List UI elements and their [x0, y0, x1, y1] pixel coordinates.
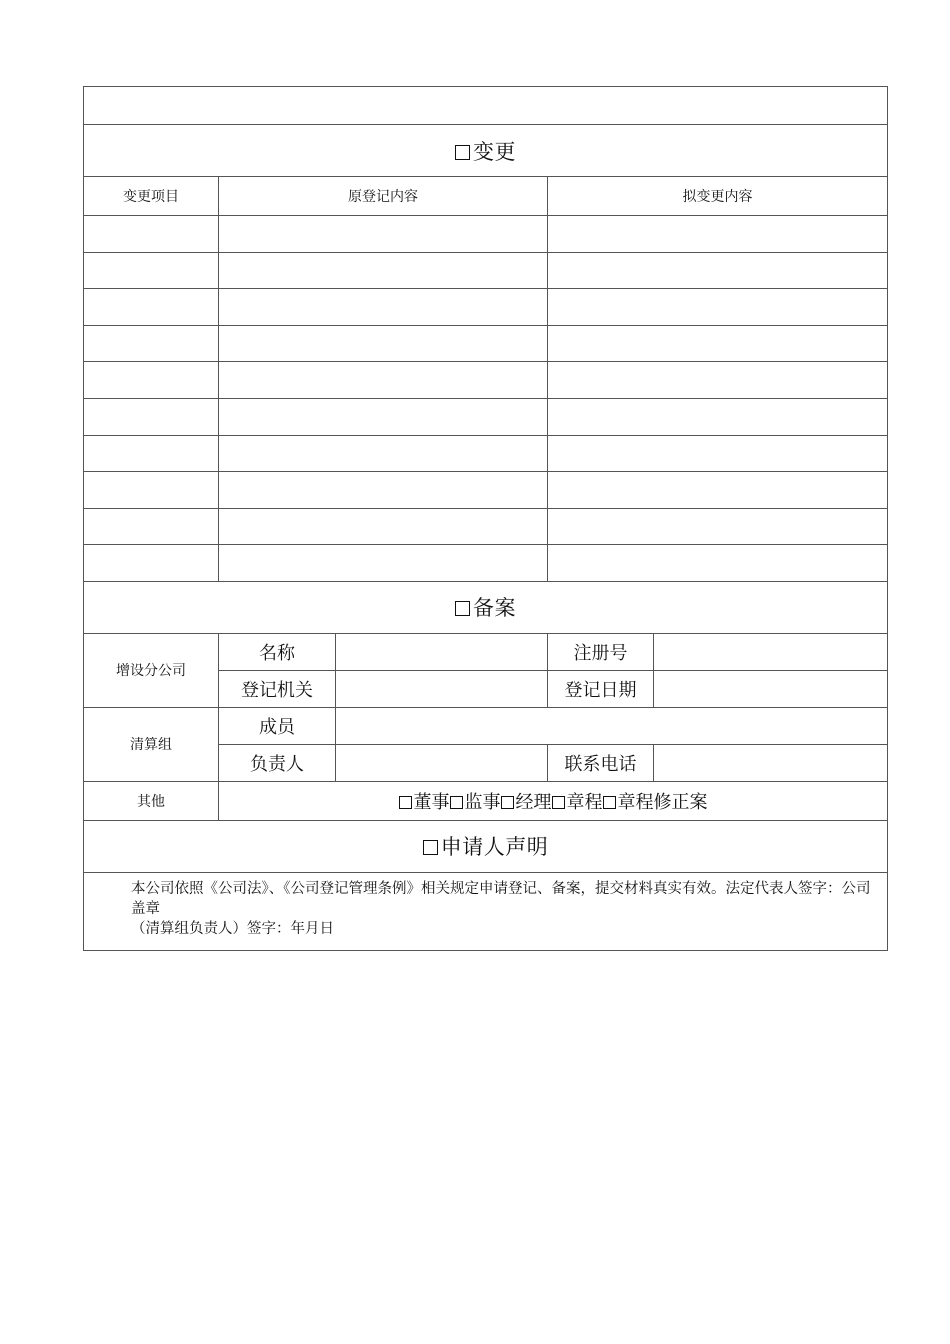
checkbox-icon[interactable] — [552, 796, 565, 809]
change-row — [84, 472, 888, 509]
option-articles[interactable] — [552, 792, 603, 813]
liquidation-phone-label: 联系电话 — [548, 744, 654, 781]
change-section-title — [84, 125, 888, 177]
liquidation-leader-field[interactable] — [336, 744, 548, 781]
header-proposed-content: 拟变更内容 — [548, 177, 888, 216]
proposed-content-cell[interactable] — [548, 472, 888, 509]
filing-checkbox[interactable] — [455, 601, 470, 616]
change-item-cell[interactable] — [84, 216, 219, 253]
original-content-cell[interactable] — [219, 216, 548, 253]
proposed-content-cell[interactable] — [548, 325, 888, 362]
change-row — [84, 508, 888, 545]
branch-authority-field[interactable] — [336, 670, 548, 707]
declaration-title-text: 申请人声明 — [440, 835, 549, 860]
branch-name-label: 名称 — [219, 633, 336, 670]
checkbox-icon[interactable] — [501, 796, 514, 809]
declaration-checkbox[interactable] — [423, 840, 438, 855]
branch-reg-date-field[interactable] — [654, 670, 888, 707]
option-supervisor-label: 监事 — [464, 791, 501, 813]
declaration-text — [84, 872, 888, 950]
original-content-cell[interactable] — [219, 362, 548, 399]
declaration-section-title — [84, 820, 888, 872]
proposed-content-cell[interactable] — [548, 398, 888, 435]
change-row — [84, 252, 888, 289]
change-item-cell[interactable] — [84, 252, 219, 289]
original-content-cell[interactable] — [219, 289, 548, 326]
proposed-content-cell[interactable] — [548, 435, 888, 472]
option-manager-label: 经理 — [515, 791, 552, 813]
proposed-content-cell[interactable] — [548, 545, 888, 582]
registration-form-table — [83, 86, 888, 951]
branch-reg-date-label: 登记日期 — [548, 670, 654, 707]
top-blank-cell — [84, 87, 888, 125]
change-checkbox[interactable] — [455, 145, 470, 160]
filing-section-row — [84, 581, 888, 633]
liquidation-phone-field[interactable] — [654, 744, 888, 781]
original-content-cell[interactable] — [219, 508, 548, 545]
proposed-content-cell[interactable] — [548, 508, 888, 545]
declaration-section-row — [84, 820, 888, 872]
header-original-content: 原登记内容 — [219, 177, 548, 216]
other-label: 其他 — [84, 781, 219, 820]
option-articles-label: 章程 — [566, 791, 603, 813]
checkbox-icon[interactable] — [450, 796, 463, 809]
change-item-cell[interactable] — [84, 508, 219, 545]
other-row — [84, 781, 888, 820]
liquidation-leader-label: 负责人 — [219, 744, 336, 781]
change-item-cell[interactable] — [84, 362, 219, 399]
option-articles-amendment-label: 章程修正案 — [617, 791, 708, 813]
change-item-cell[interactable] — [84, 545, 219, 582]
proposed-content-cell[interactable] — [548, 362, 888, 399]
branch-name-field[interactable] — [336, 633, 548, 670]
change-row — [84, 398, 888, 435]
change-item-cell[interactable] — [84, 472, 219, 509]
change-item-cell[interactable] — [84, 289, 219, 326]
branch-row-1 — [84, 633, 888, 670]
option-director-label: 董事 — [413, 791, 450, 813]
branch-reg-no-field[interactable] — [654, 633, 888, 670]
other-options — [219, 781, 888, 820]
original-content-cell[interactable] — [219, 545, 548, 582]
filing-title-text: 备案 — [473, 596, 517, 621]
liquidation-members-label: 成员 — [219, 707, 336, 744]
change-header-row — [84, 177, 888, 216]
declaration-line-2: （清算组负责人）签字：年月日 — [131, 920, 334, 937]
header-change-item: 变更项目 — [84, 177, 219, 216]
change-row — [84, 545, 888, 582]
branch-label: 增设分公司 — [84, 633, 219, 707]
top-blank-row — [84, 87, 888, 125]
proposed-content-cell[interactable] — [548, 252, 888, 289]
original-content-cell[interactable] — [219, 398, 548, 435]
checkbox-icon[interactable] — [603, 796, 616, 809]
change-row — [84, 289, 888, 326]
change-row — [84, 216, 888, 253]
original-content-cell[interactable] — [219, 435, 548, 472]
original-content-cell[interactable] — [219, 252, 548, 289]
change-item-cell[interactable] — [84, 398, 219, 435]
filing-section-title — [84, 581, 888, 633]
change-row — [84, 325, 888, 362]
declaration-text-row — [84, 872, 888, 950]
original-content-cell[interactable] — [219, 472, 548, 509]
change-item-cell[interactable] — [84, 325, 219, 362]
checkbox-icon[interactable] — [399, 796, 412, 809]
change-row — [84, 435, 888, 472]
option-manager[interactable] — [501, 792, 552, 813]
change-item-cell[interactable] — [84, 435, 219, 472]
change-section-row — [84, 125, 888, 177]
proposed-content-cell[interactable] — [548, 216, 888, 253]
liquidation-members-field[interactable] — [336, 707, 888, 744]
proposed-content-cell[interactable] — [548, 289, 888, 326]
branch-reg-no-label: 注册号 — [548, 633, 654, 670]
declaration-line-1: 本公司依照《公司法》、《公司登记管理条例》相关规定申请登记、备案，提交材料真实有效。法定代表人签字：公司盖章 — [131, 880, 871, 917]
change-row — [84, 362, 888, 399]
original-content-cell[interactable] — [219, 325, 548, 362]
liquidation-row-1 — [84, 707, 888, 744]
branch-authority-label: 登记机关 — [219, 670, 336, 707]
option-supervisor[interactable] — [450, 792, 501, 813]
option-director[interactable] — [399, 792, 450, 813]
option-articles-amendment[interactable] — [603, 792, 708, 813]
liquidation-label: 清算组 — [84, 707, 219, 781]
change-title-text: 变更 — [473, 139, 517, 164]
